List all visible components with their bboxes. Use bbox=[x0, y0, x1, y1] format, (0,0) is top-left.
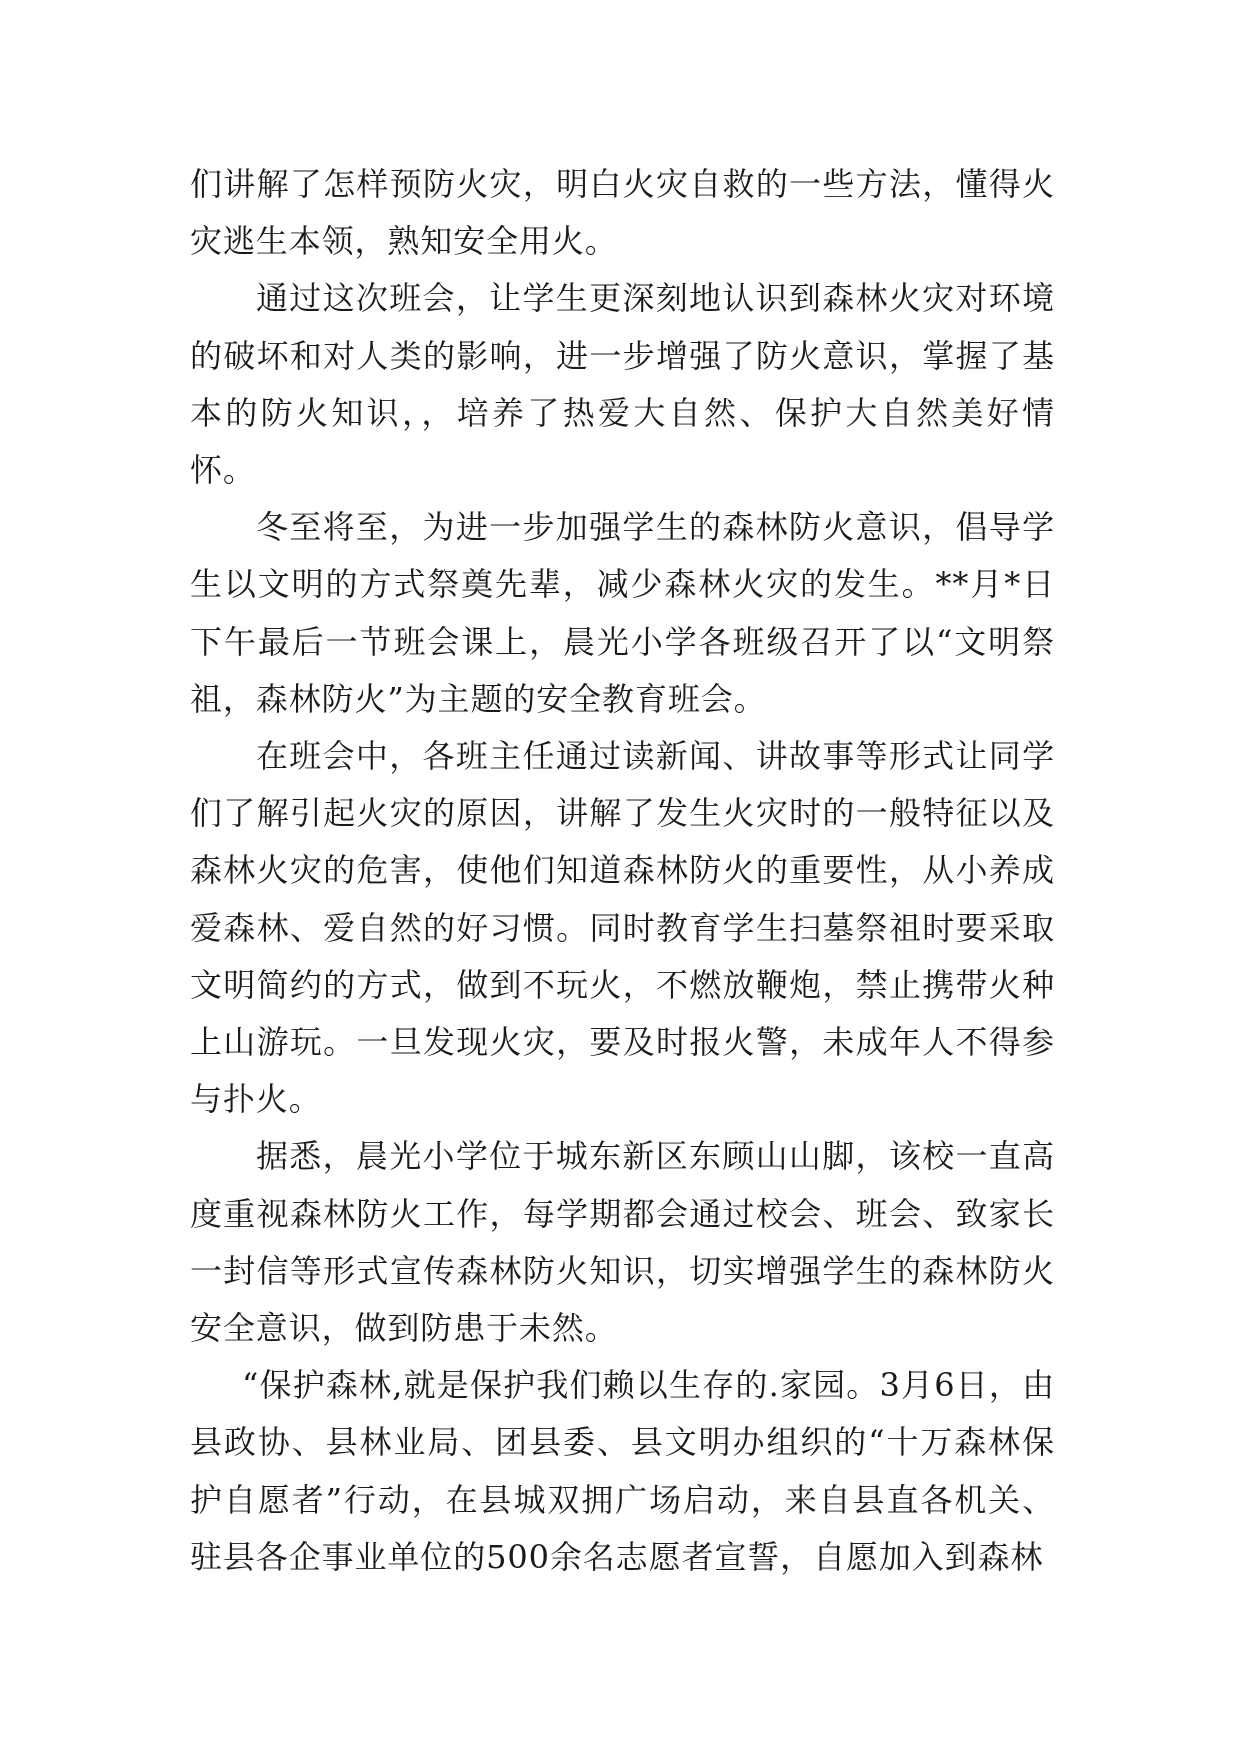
paragraph-winter-solstice: 冬至将至，为进一步加强学生的森林防火意识，倡导学生以文明的方式祭奠先辈，减少森林火灾的发生。**月*日下午最后一节班会课上，晨光小学各班级召开了以“文明祭祖，森林防火”为主题的安全教育班会。 bbox=[190, 508, 1055, 718]
document-body bbox=[190, 156, 1055, 1586]
paragraph-volunteer-launch: “保护森林,就是保护我们赖以生存的.家园。3月6日，由县政协、县林业局、团县委、县文明办组织的“十万森林保护自愿者”行动，在县城双拥广场启动，来自县直各机关、驻县各企事业单位的500余名志愿者宣誓，自愿加入到森林 bbox=[190, 1366, 1055, 1576]
paragraph-school-background: 据悉，晨光小学位于城东新区东顾山山脚，该校一直高度重视森林防火工作，每学期都会通过校会、班会、致家长一封信等形式宣传森林防火知识，切实增强学生的森林防火安全意识，做到防患于未然。 bbox=[190, 1137, 1055, 1348]
paragraph-continuation: 们讲解了怎样预防火灾，明白火灾自救的一些方法，懂得火灾逃生本领，熟知安全用火。 bbox=[190, 165, 1055, 261]
paragraph-class-meeting-result: 通过这次班会，让学生更深刻地认识到森林火灾对环境的破坏和对人类的影响，进一步增强了防火意识，掌握了基本的防火知识，，培养了热爱大自然、保护大自然美好情怀。 bbox=[190, 279, 1055, 490]
paragraph-class-meeting-content: 在班会中，各班主任通过读新闻、讲故事等形式让同学们了解引起火灾的原因，讲解了发生火灾时的一般特征以及森林火灾的危害，使他们知道森林防火的重要性，从小养成爱森林、爱自然的好习惯。同时教育学生扫墓祭祖时要采取文明简约的方式，做到不玩火，不燃放鞭炮，禁止携带火种上山游玩。一旦发现火灾，要及时报火警，未成年人不得参与扑火。 bbox=[190, 737, 1055, 1119]
